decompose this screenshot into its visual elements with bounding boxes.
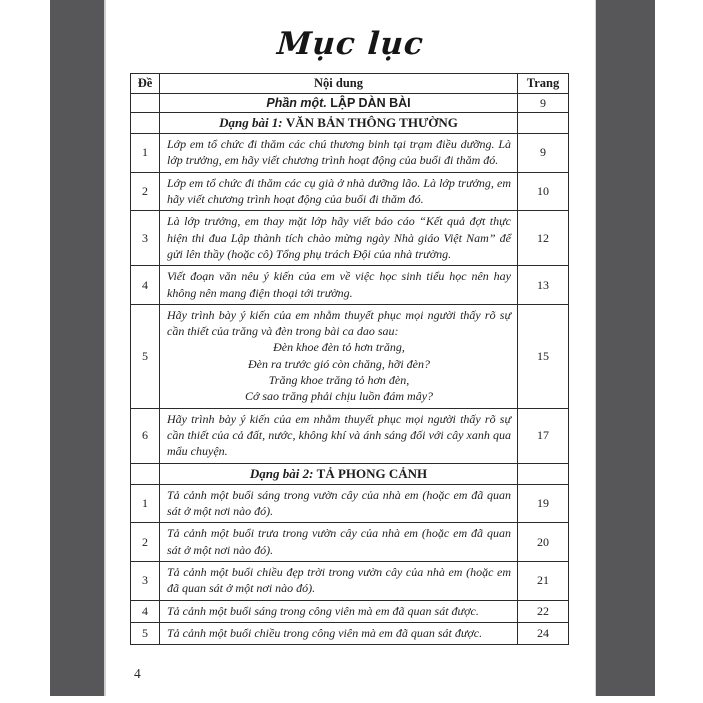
- cell-trang: 10: [518, 172, 569, 211]
- table-row: [131, 408, 569, 463]
- section-label-prefix: Dạng bài 1:: [219, 115, 286, 130]
- table-row: [131, 113, 569, 134]
- item-text: Tả cảnh một buổi trưa trong vườn cây của nhà em (hoặc em đã quan sát ở một nơi nào đó).: [167, 526, 511, 557]
- cell-trang: 21: [518, 561, 569, 600]
- cell-noi-dung: [160, 408, 518, 463]
- cell-noi-dung: [160, 134, 518, 173]
- table-row: [131, 561, 569, 600]
- table-row: [131, 484, 569, 523]
- cell-noi-dung: [160, 523, 518, 562]
- cell-de: 1: [131, 484, 160, 523]
- cell-trang: 9: [518, 94, 569, 113]
- item-text: Viết đoạn văn nêu ý kiến của em về việc học sinh tiểu học nên hay không nên mang điện thoại tới trường.: [167, 269, 511, 300]
- cell-de: [131, 94, 160, 113]
- table-row: [131, 134, 569, 173]
- table-row: [131, 304, 569, 408]
- footer-page-number: 4: [134, 666, 141, 681]
- table-row: [131, 600, 569, 622]
- cell-de: 2: [131, 172, 160, 211]
- item-text: Tả cảnh một buổi sáng trong vườn cây của nhà em (hoặc em đã quan sát ở một nơi nào đó).: [167, 487, 511, 518]
- table-row: [131, 172, 569, 211]
- item-text: Tả cảnh một buổi chiều trong công viên mà em đã quan sát được.: [167, 625, 483, 640]
- section-label-prefix: Phần một.: [266, 96, 331, 110]
- cell-de: 3: [131, 211, 160, 266]
- cell-trang: 20: [518, 523, 569, 562]
- cell-trang: 12: [518, 211, 569, 266]
- cell-de: 3: [131, 561, 160, 600]
- item-text: Tả cảnh một buổi sáng trong công viên mà em đã quan sát được.: [167, 603, 479, 618]
- toc-page: [106, 0, 595, 696]
- cell-noi-dung: [160, 172, 518, 211]
- cell-trang: [518, 113, 569, 134]
- cell-trang: 22: [518, 600, 569, 622]
- poem-line: Đèn ra trước gió còn chăng, hỡi đèn?: [248, 356, 430, 371]
- poem-line: Trăng khoe trăng tỏ hơn đèn,: [268, 373, 410, 388]
- cell-noi-dung: [160, 561, 518, 600]
- toc-table-body: [131, 94, 569, 645]
- cell-noi-dung: [160, 600, 518, 622]
- cell-de: 1: [131, 134, 160, 173]
- cell-de: [131, 113, 160, 134]
- cell-noi-dung: [160, 484, 518, 523]
- table-header-row: [131, 74, 569, 94]
- cell-noi-dung: [160, 211, 518, 266]
- cell-trang: 13: [518, 266, 569, 305]
- cell-de: 2: [131, 523, 160, 562]
- cell-trang: 19: [518, 484, 569, 523]
- poem-line: Cớ sao trăng phải chịu luồn đám mây?: [244, 389, 434, 404]
- table-row: [131, 463, 569, 484]
- backdrop-right-bar: [594, 0, 655, 696]
- section-label-main: LẬP DÀN BÀI: [330, 96, 411, 110]
- cell-noi-dung: [160, 94, 518, 113]
- table-row: [131, 266, 569, 305]
- cell-trang: [518, 463, 569, 484]
- cell-trang: 15: [518, 304, 569, 408]
- cell-noi-dung: [160, 113, 518, 134]
- item-text: Là lớp trưởng, em thay mặt lớp hãy viết báo cáo “Kết quả đợt thực hiện thi đua Lập thành tích chào mừng ngày Nhà giáo Việt Nam” để gửi lên thầy (hoặc cô) Tổng phụ trách Đội của nhà trường.: [167, 214, 511, 261]
- item-text: Hãy trình bày ý kiến của em nhằm thuyết phục mọi người thấy rõ sự cần thiết của cả đất, nước, không khí và ánh sáng đối với cây xanh qua mẩu chuyện.: [167, 411, 511, 459]
- column-header-noi-dung: Nội dung: [160, 74, 518, 94]
- column-header-trang: Trang: [518, 74, 569, 94]
- cell-trang: 24: [518, 622, 569, 644]
- poem-line: Đèn khoe đèn tỏ hơn trăng,: [273, 340, 405, 355]
- cell-de: 5: [131, 304, 160, 408]
- cell-de: [131, 463, 160, 484]
- item-text: Lớp em tổ chức đi thăm các chú thương binh tại trạm điều dưỡng. Là lớp trưởng, em hãy viết chương trình hoạt động của buổi đi thăm đó.: [167, 137, 511, 168]
- cell-noi-dung: [160, 266, 518, 305]
- cell-de: 6: [131, 408, 160, 463]
- cell-noi-dung: [160, 463, 518, 484]
- table-row: [131, 211, 569, 266]
- table-row: [131, 523, 569, 562]
- cell-de: 5: [131, 622, 160, 644]
- backdrop-left-bar: [50, 0, 106, 696]
- table-row: [131, 94, 569, 113]
- page-title: Mục lục: [275, 26, 426, 62]
- cell-de: 4: [131, 600, 160, 622]
- cell-noi-dung: [160, 304, 518, 408]
- section-label-main: TẢ PHONG CẢNH: [316, 465, 428, 481]
- item-text: Tả cảnh một buổi chiều đẹp trời trong vườn cây của nhà em (hoặc em đã quan sát ở một nơi nào đó).: [167, 564, 511, 596]
- table-row: [131, 622, 569, 644]
- item-text: Hãy trình bày ý kiến của em nhằm thuyết phục mọi người thấy rõ sự cần thiết của trăng và đèn trong bài ca dao sau:: [167, 307, 511, 339]
- cell-de: 4: [131, 266, 160, 305]
- toc-table: [130, 73, 569, 645]
- column-header-de: Đề: [131, 74, 160, 94]
- cell-trang: 17: [518, 408, 569, 463]
- section-label-main: VĂN BẢN THÔNG THƯỜNG: [285, 115, 458, 130]
- item-text: Lớp em tổ chức đi thăm các cụ già ở nhà dưỡng lão. Là lớp trưởng, em hãy viết chương trình hoạt động của buổi đi thăm đó.: [167, 175, 511, 206]
- cell-trang: 9: [518, 134, 569, 173]
- section-label-prefix: Dạng bài 2:: [249, 465, 317, 481]
- cell-noi-dung: [160, 622, 518, 644]
